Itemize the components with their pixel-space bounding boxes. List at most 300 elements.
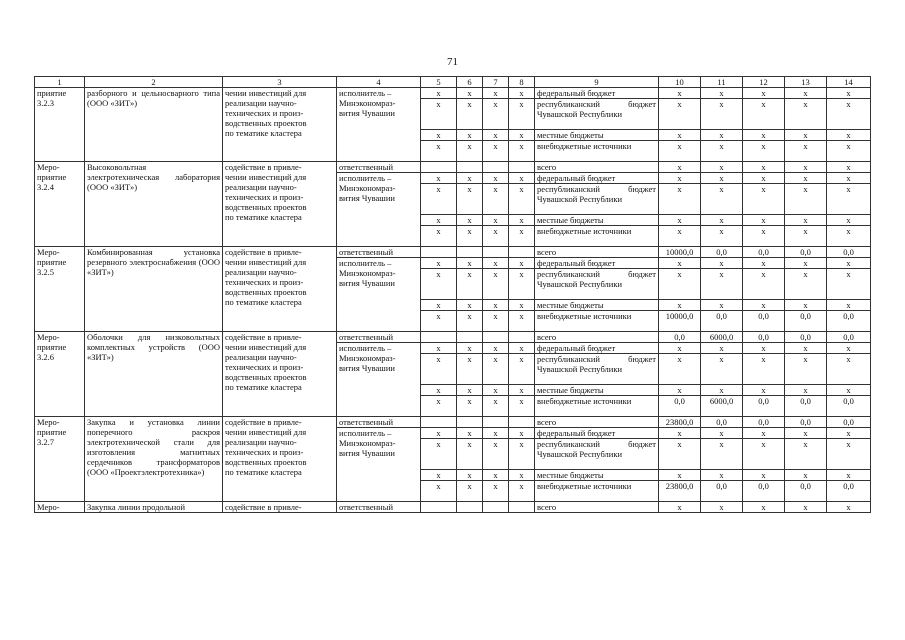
funding-value: x [659, 88, 701, 99]
responsible [337, 88, 421, 162]
funding-value: x [701, 162, 743, 173]
funding-value: x [827, 428, 871, 439]
year-mark: x [421, 99, 457, 130]
funding-value: x [743, 141, 785, 162]
responsible-line: Минэкономраз- [339, 98, 396, 108]
funding-value: x [701, 258, 743, 269]
measure-action [223, 502, 337, 513]
funding-value: 0,0 [743, 417, 785, 428]
funding-value: x [659, 130, 701, 141]
year-mark: x [483, 184, 509, 215]
year-mark: x [483, 130, 509, 141]
funding-value: x [827, 130, 871, 141]
funding-value: x [743, 428, 785, 439]
year-mark: x [421, 215, 457, 226]
year-mark: x [509, 184, 535, 215]
measure-action-line: водственных проектов [225, 457, 307, 467]
funding-value: x [701, 428, 743, 439]
year-mark: x [457, 311, 483, 332]
funding-source: федеральный бюджет [535, 258, 659, 269]
funding-value: x [659, 258, 701, 269]
year-mark: x [483, 269, 509, 300]
funding-value: x [827, 99, 871, 130]
year-mark: x [509, 258, 535, 269]
funding-source: федеральный бюджет [535, 428, 659, 439]
year-mark [483, 417, 509, 428]
measure-id-line: приятие [37, 342, 67, 352]
funding-value: x [701, 300, 743, 311]
measure-action-line: технических и произ- [225, 447, 304, 457]
funding-value: 0,0 [701, 417, 743, 428]
funding-value: x [743, 269, 785, 300]
year-mark: x [483, 385, 509, 396]
year-mark: x [509, 428, 535, 439]
column-header: 2 [85, 77, 223, 88]
responsible-line: Минэкономраз- [339, 353, 396, 363]
year-mark [421, 502, 457, 513]
funding-source: федеральный бюджет [535, 343, 659, 354]
year-mark: x [483, 226, 509, 247]
funding-value: x [743, 162, 785, 173]
funding-value: x [701, 141, 743, 162]
measure-id [35, 332, 85, 417]
funding-value: x [659, 385, 701, 396]
funding-source: республиканский бюджет Чувашской Республики [535, 184, 659, 215]
funding-value: x [743, 130, 785, 141]
year-mark: x [509, 396, 535, 417]
year-mark: x [483, 99, 509, 130]
responsible-line: Минэкономраз- [339, 183, 396, 193]
funding-source: республиканский бюджет Чувашской Республики [535, 99, 659, 130]
funding-value: x [743, 439, 785, 470]
funding-value: x [785, 269, 827, 300]
year-mark: x [509, 173, 535, 184]
funding-value: 6000,0 [701, 396, 743, 417]
column-header: 4 [337, 77, 421, 88]
measure-id-line: 3.2.3 [37, 98, 54, 108]
responsible-line: ответственный [339, 502, 393, 512]
measure-action-line: содействие в привле- [225, 332, 302, 342]
responsible-line: ответственный [339, 417, 393, 427]
year-mark: x [509, 269, 535, 300]
funding-value: x [785, 184, 827, 215]
funding-source: внебюджетные источники [535, 396, 659, 417]
measure-action [223, 88, 337, 162]
measure-id-line: Меро- [37, 247, 60, 257]
measure-name: Высоковольтная электротехническая лаборатория (ООО «ЗИТ») [85, 162, 223, 247]
year-mark: x [483, 343, 509, 354]
table-row [35, 502, 871, 513]
year-mark [483, 247, 509, 258]
funding-value: x [701, 215, 743, 226]
column-header: 8 [509, 77, 535, 88]
year-mark: x [421, 184, 457, 215]
measure-id-line: Меро- [37, 332, 60, 342]
year-mark: x [421, 385, 457, 396]
year-mark: x [421, 396, 457, 417]
funding-value: x [827, 226, 871, 247]
funding-value: x [785, 130, 827, 141]
funding-source: внебюджетные источники [535, 481, 659, 502]
column-header: 12 [743, 77, 785, 88]
year-mark: x [457, 215, 483, 226]
responsible-line: ответственный [339, 332, 393, 342]
funding-value: x [785, 470, 827, 481]
measure-id-line: приятие [37, 257, 67, 267]
funding-value: x [701, 130, 743, 141]
funding-value: 0,0 [827, 396, 871, 417]
funding-value: x [743, 354, 785, 385]
responsible [337, 332, 421, 343]
responsible [337, 343, 421, 417]
year-mark [457, 417, 483, 428]
measure-action-line: технических и произ- [225, 108, 304, 118]
funding-source: местные бюджеты [535, 300, 659, 311]
measure-action-line: по тематике кластера [225, 297, 302, 307]
funding-source: внебюджетные источники [535, 141, 659, 162]
table-body [35, 77, 871, 513]
year-mark: x [421, 481, 457, 502]
measure-action-line: реализации научно- [225, 352, 297, 362]
measure-action-line: содействие в привле- [225, 247, 302, 257]
funding-source: всего [535, 502, 659, 513]
funding-value: x [827, 173, 871, 184]
funding-value: 0,0 [659, 332, 701, 343]
year-mark: x [483, 428, 509, 439]
funding-value: x [659, 162, 701, 173]
funding-source: республиканский бюджет Чувашской Республики [535, 269, 659, 300]
table-row [35, 332, 871, 343]
year-mark: x [457, 130, 483, 141]
year-mark [509, 332, 535, 343]
responsible-line: исполнитель – [339, 428, 392, 438]
responsible-line: вития Чувашии [339, 448, 395, 458]
measure-action [223, 332, 337, 417]
measure-action-line: реализации научно- [225, 98, 297, 108]
year-mark: x [457, 269, 483, 300]
funding-value: 0,0 [785, 481, 827, 502]
funding-source: местные бюджеты [535, 215, 659, 226]
measure-action [223, 417, 337, 502]
funding-source: республиканский бюджет Чувашской Республики [535, 354, 659, 385]
year-mark: x [421, 173, 457, 184]
responsible [337, 428, 421, 502]
funding-value: 0,0 [701, 481, 743, 502]
measure-id [35, 162, 85, 247]
column-header: 11 [701, 77, 743, 88]
measure-action-line: реализации научно- [225, 267, 297, 277]
funding-value: x [743, 258, 785, 269]
measure-action-line: водственных проектов [225, 202, 307, 212]
funding-value: x [827, 88, 871, 99]
year-mark: x [483, 396, 509, 417]
measure-action-line: содействие в привле- [225, 162, 302, 172]
year-mark: x [421, 300, 457, 311]
responsible-line: ответственный [339, 162, 393, 172]
measure-action-line: содействие в привле- [225, 502, 302, 512]
header-row [35, 77, 871, 88]
responsible-line: ответственный [339, 247, 393, 257]
year-mark: x [421, 470, 457, 481]
funding-value: x [743, 99, 785, 130]
funding-value: x [659, 343, 701, 354]
year-mark: x [457, 343, 483, 354]
funding-value: 0,0 [785, 311, 827, 332]
funding-value: 10000,0 [659, 247, 701, 258]
funding-value: 0,0 [659, 396, 701, 417]
responsible [337, 173, 421, 247]
column-header: 13 [785, 77, 827, 88]
year-mark: x [509, 311, 535, 332]
measure-id-line: Меро- [37, 417, 60, 427]
funding-value: 10000,0 [659, 311, 701, 332]
measure-id-line: Меро- [37, 502, 60, 512]
measure-action-line: реализации научно- [225, 437, 297, 447]
year-mark: x [457, 385, 483, 396]
measure-id-line: 3.2.6 [37, 352, 54, 362]
column-header: 5 [421, 77, 457, 88]
year-mark: x [509, 226, 535, 247]
year-mark [509, 502, 535, 513]
funding-value: x [827, 470, 871, 481]
year-mark [509, 162, 535, 173]
measure-action-line: технических и произ- [225, 362, 304, 372]
funding-value: x [701, 88, 743, 99]
year-mark: x [509, 470, 535, 481]
responsible [337, 258, 421, 332]
funding-value: x [827, 300, 871, 311]
column-header: 1 [35, 77, 85, 88]
measure-action-line: по тематике кластера [225, 212, 302, 222]
measure-id [35, 502, 85, 513]
funding-value: x [659, 173, 701, 184]
year-mark [421, 332, 457, 343]
funding-value: x [743, 502, 785, 513]
responsible-line: Минэкономраз- [339, 268, 396, 278]
measure-action [223, 247, 337, 332]
measure-id-line: Меро- [37, 162, 60, 172]
funding-source: всего [535, 247, 659, 258]
measure-id-line: приятие [37, 88, 67, 98]
funding-value: x [743, 300, 785, 311]
year-mark: x [483, 481, 509, 502]
funding-value: x [701, 173, 743, 184]
funding-value: x [827, 439, 871, 470]
table-row [35, 88, 871, 99]
funding-value: 0,0 [827, 417, 871, 428]
measure-action-line: водственных проектов [225, 372, 307, 382]
funding-source: всего [535, 417, 659, 428]
funding-value: x [785, 141, 827, 162]
funding-value: x [785, 88, 827, 99]
funding-value: 23800,0 [659, 481, 701, 502]
responsible-line: вития Чувашии [339, 363, 395, 373]
funding-source: всего [535, 332, 659, 343]
year-mark: x [421, 343, 457, 354]
funding-value: x [785, 385, 827, 396]
funding-value: 0,0 [701, 311, 743, 332]
funding-value: x [701, 99, 743, 130]
year-mark: x [483, 300, 509, 311]
funding-value: x [827, 385, 871, 396]
funding-value: x [785, 173, 827, 184]
responsible-line: вития Чувашии [339, 278, 395, 288]
year-mark: x [457, 141, 483, 162]
funding-value: 0,0 [701, 247, 743, 258]
measure-action [223, 162, 337, 247]
year-mark: x [509, 130, 535, 141]
responsible-line: вития Чувашии [339, 193, 395, 203]
funding-source: внебюджетные источники [535, 226, 659, 247]
funding-value: x [743, 88, 785, 99]
year-mark: x [509, 354, 535, 385]
funding-value: x [659, 428, 701, 439]
year-mark: x [457, 354, 483, 385]
funding-value: x [701, 385, 743, 396]
year-mark [509, 247, 535, 258]
year-mark: x [483, 311, 509, 332]
column-header: 9 [535, 77, 659, 88]
funding-value: x [785, 439, 827, 470]
responsible-line: вития Чувашии [339, 108, 395, 118]
column-header: 10 [659, 77, 701, 88]
year-mark: x [421, 226, 457, 247]
year-mark: x [509, 99, 535, 130]
funding-value: x [743, 385, 785, 396]
measure-action-line: чении инвестиций для [225, 342, 307, 352]
funding-value: 0,0 [785, 417, 827, 428]
funding-value: x [785, 99, 827, 130]
year-mark: x [457, 184, 483, 215]
year-mark: x [509, 343, 535, 354]
funding-value: x [785, 343, 827, 354]
funding-value: x [659, 300, 701, 311]
measure-name: Закупка линии продольной [85, 502, 223, 513]
funding-value: x [785, 502, 827, 513]
year-mark [457, 332, 483, 343]
funding-value: x [701, 269, 743, 300]
measure-action-line: реализации научно- [225, 182, 297, 192]
year-mark [421, 162, 457, 173]
funding-value: x [659, 470, 701, 481]
funding-value: 0,0 [743, 396, 785, 417]
funding-value: 0,0 [827, 332, 871, 343]
year-mark: x [509, 141, 535, 162]
funding-value: 6000,0 [701, 332, 743, 343]
year-mark: x [457, 99, 483, 130]
funding-value: x [785, 162, 827, 173]
year-mark: x [483, 354, 509, 385]
responsible [337, 162, 421, 173]
funding-value: 0,0 [785, 247, 827, 258]
year-mark: x [457, 226, 483, 247]
funding-value: x [785, 215, 827, 226]
measure-action-line: технических и произ- [225, 192, 304, 202]
year-mark [421, 247, 457, 258]
funding-value: x [659, 502, 701, 513]
year-mark: x [457, 300, 483, 311]
responsible [337, 417, 421, 428]
funding-value: x [659, 439, 701, 470]
funding-source: местные бюджеты [535, 130, 659, 141]
responsible [337, 247, 421, 258]
column-header: 3 [223, 77, 337, 88]
funding-value: x [785, 300, 827, 311]
funding-source: внебюджетные источники [535, 311, 659, 332]
table-row [35, 247, 871, 258]
year-mark: x [421, 130, 457, 141]
responsible-line: исполнитель – [339, 258, 392, 268]
year-mark: x [421, 141, 457, 162]
measure-action-line: чении инвестиций для [225, 427, 307, 437]
year-mark: x [421, 439, 457, 470]
funding-value: x [785, 226, 827, 247]
funding-value: 23800,0 [659, 417, 701, 428]
year-mark: x [457, 481, 483, 502]
measure-id [35, 417, 85, 502]
funding-source: местные бюджеты [535, 385, 659, 396]
responsible-line: исполнитель – [339, 343, 392, 353]
measure-action-line: содействие в привле- [225, 417, 302, 427]
table-row [35, 417, 871, 428]
funding-value: x [827, 215, 871, 226]
year-mark: x [421, 258, 457, 269]
measure-id-line: приятие [37, 172, 67, 182]
funding-value: x [659, 269, 701, 300]
year-mark: x [457, 396, 483, 417]
funding-value: x [827, 258, 871, 269]
funding-value: x [827, 162, 871, 173]
year-mark: x [483, 173, 509, 184]
year-mark: x [421, 428, 457, 439]
year-mark [509, 417, 535, 428]
funding-value: 0,0 [827, 247, 871, 258]
measure-id-line: 3.2.5 [37, 267, 54, 277]
year-mark: x [509, 385, 535, 396]
year-mark: x [509, 481, 535, 502]
measure-name: Оболочки для низковольтных комплектных устройств (ООО «ЗИТ») [85, 332, 223, 417]
year-mark [483, 162, 509, 173]
year-mark [483, 332, 509, 343]
year-mark: x [483, 439, 509, 470]
year-mark: x [483, 88, 509, 99]
year-mark: x [457, 173, 483, 184]
funding-value: x [701, 354, 743, 385]
measure-action-line: по тематике кластера [225, 467, 302, 477]
measure-name: разборного и цельносварного типа (ООО «ЗИТ») [85, 88, 223, 162]
year-mark: x [421, 88, 457, 99]
funding-value: x [701, 439, 743, 470]
funding-source: республиканский бюджет Чувашской Республики [535, 439, 659, 470]
measure-id [35, 88, 85, 162]
measure-id-line: приятие [37, 427, 67, 437]
measure-id-line: 3.2.4 [37, 182, 54, 192]
funding-value: 0,0 [743, 247, 785, 258]
measure-action-line: по тематике кластера [225, 382, 302, 392]
responsible-line: Минэкономраз- [339, 438, 396, 448]
year-mark: x [421, 311, 457, 332]
year-mark: x [509, 300, 535, 311]
funding-value: x [701, 226, 743, 247]
funding-value: x [659, 354, 701, 385]
year-mark [457, 247, 483, 258]
funding-value: x [659, 99, 701, 130]
column-header: 6 [457, 77, 483, 88]
table-row [35, 162, 871, 173]
responsible-line: исполнитель – [339, 173, 392, 183]
funding-value: 0,0 [743, 481, 785, 502]
year-mark: x [483, 215, 509, 226]
